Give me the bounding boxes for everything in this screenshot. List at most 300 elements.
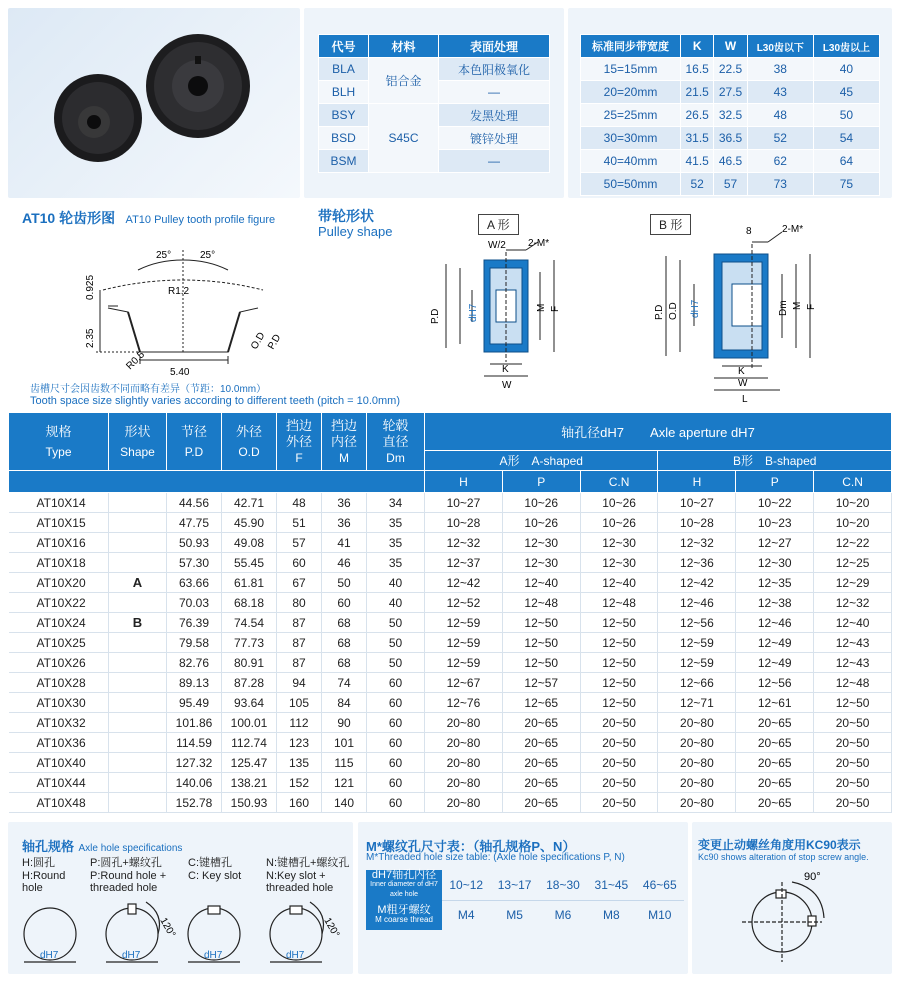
spec-cell: 63.66 [167,573,222,593]
kc90-angle: 90° [804,871,821,883]
spec-cell: 50 [367,653,425,673]
kc90-panel [692,822,892,974]
header-a-h: H [425,471,503,493]
header-a-p: P [502,471,580,493]
spec-cell: 68 [322,653,367,673]
spec-row [9,573,892,593]
header-pd [167,413,222,471]
shape-b-k: K [738,366,745,377]
widths-cell: 57 [714,173,747,196]
spec-row [9,533,892,553]
spec-type: AT10X48 [9,793,109,813]
axle-angle-n: 120° [321,916,342,940]
header-f [277,413,322,471]
spec-cell: 84 [322,693,367,713]
widths-cell: 22.5 [714,58,747,81]
spec-cell: 160 [277,793,322,813]
widths-cell: 32.5 [714,104,747,127]
spec-cell: 10~22 [736,493,814,513]
spec-cell: 12~59 [658,633,736,653]
spec-cell: 12~35 [736,573,814,593]
spec-cell: 40 [367,573,425,593]
spec-cell: 68.18 [222,593,277,613]
widths-cell: 73 [747,173,813,196]
shape-b-dh7: dH7 [690,299,701,318]
materials-code: BSY [319,104,369,127]
spec-row [9,673,892,693]
axle-hole-drawings [8,892,353,972]
axle-item-c-cn: C:键槽孔 [188,857,232,869]
spec-cell: 12~52 [425,593,503,613]
axle-dh7-c: dH7 [204,950,223,961]
spec-type: AT10X20 [9,573,109,593]
header-f-en: F [295,450,303,465]
spec-cell: 12~49 [736,653,814,673]
spec-row [9,653,892,673]
widths-header: K [681,35,714,58]
spec-cell: 12~50 [502,653,580,673]
thread-size: M4 [457,908,475,923]
spec-cell: 68 [322,633,367,653]
spec-cell: 44.56 [167,493,222,513]
spec-cell: 50.93 [167,533,222,553]
spec-table [8,412,892,813]
spec-cell: 68 [322,613,367,633]
spec-cell: 95.49 [167,693,222,713]
shape-b-f: F [806,303,817,310]
axle-title-en: Axle hole specifications [78,843,183,854]
axle-title-cn: 轴孔规格 [22,839,75,854]
spec-cell: 12~36 [658,553,736,573]
axle-item-h-en: H:Round hole [22,870,66,894]
thread-table [366,870,684,930]
header-type-en: Type [45,444,72,459]
header-od [222,413,277,471]
shape-b-mm: M [792,301,803,310]
spec-cell: 12~57 [502,673,580,693]
widths-cell: 50 [813,104,879,127]
spec-cell: 80.91 [222,653,277,673]
spec-cell: 12~59 [658,653,736,673]
spec-cell: 12~65 [502,693,580,713]
axle-item-p-en: P:Round hole + threaded hole [90,870,167,894]
spec-cell: 35 [367,513,425,533]
spec-cell: 152.78 [167,793,222,813]
spec-cell: 12~50 [814,693,892,713]
spec-cell: 60 [367,773,425,793]
axle-title [22,836,182,856]
spec-cell: 60 [367,713,425,733]
tooth-profile-drawing [8,230,308,400]
header-b-h: H [658,471,736,493]
shape-b-pd: P.D [654,304,665,320]
spec-cell: 74 [322,673,367,693]
shape-b-dm: Dm [778,300,789,316]
spec-cell: 12~76 [425,693,503,713]
spec-cell: 12~40 [502,573,580,593]
spec-cell: 12~50 [580,653,658,673]
spec-shape [109,593,167,613]
spec-cell: 60 [367,793,425,813]
spec-row [9,493,892,513]
tooth-width: 5.40 [170,367,190,378]
spec-cell: 47.75 [167,513,222,533]
header-axle: 轴孔径dH7 Axle aperture dH7 [425,413,892,451]
spec-cell: 20~80 [658,793,736,813]
shape-b-m: 2-M* [782,224,804,235]
widths-cell: 27.5 [714,81,747,104]
spec-cell: 20~80 [425,793,503,813]
widths-cell: 40 [813,58,879,81]
pulley-photo [8,8,300,198]
widths-cell: 75 [813,173,879,196]
spec-cell: 20~80 [425,713,503,733]
spec-cell: 140.06 [167,773,222,793]
spec-cell: 12~67 [425,673,503,693]
axle-dh7-n: dH7 [286,950,305,961]
widths-header: L30齿以上 [813,35,879,58]
spec-cell: 74.54 [222,613,277,633]
spec-cell: 12~59 [425,613,503,633]
spec-cell: 114.59 [167,733,222,753]
spec-cell: 20~80 [425,753,503,773]
header-pd-cn: 节径 [180,423,207,439]
spec-cell: 87 [277,613,322,633]
spec-cell: 12~37 [425,553,503,573]
spec-cell: 20~50 [580,733,658,753]
spec-shape [109,673,167,693]
spec-cell: 20~65 [502,773,580,793]
spec-cell: 50 [367,633,425,653]
spec-cell: 60 [367,693,425,713]
materials-header-code: 代号 [319,35,369,58]
spec-cell: 20~80 [658,753,736,773]
spec-cell: 12~59 [425,633,503,653]
spec-cell: 35 [367,533,425,553]
spec-cell: 12~50 [502,613,580,633]
materials-code: BSM [319,150,369,173]
spec-cell: 35 [367,553,425,573]
spec-cell: 100.01 [222,713,277,733]
spec-cell: 10~27 [425,493,503,513]
spec-cell: 20~80 [658,713,736,733]
header-a-cn: C.N [580,471,658,493]
spec-cell: 12~43 [814,653,892,673]
spec-type: AT10X25 [9,633,109,653]
spec-cell: 135 [277,753,322,773]
materials-header-surface: 表面处理 [439,35,550,58]
widths-cell: 15=15mm [581,58,681,81]
shape-a-w2: W/2 [488,240,506,251]
spec-row [9,633,892,653]
spec-cell: 77.73 [222,633,277,653]
axle-panel [8,822,353,974]
spec-cell: 20~50 [580,793,658,813]
materials-table [318,34,550,173]
spec-cell: 12~50 [580,633,658,653]
spec-cell: 79.58 [167,633,222,653]
widths-cell: 40=40mm [581,150,681,173]
spec-cell: 20~65 [502,713,580,733]
spec-cell: 12~30 [502,553,580,573]
pulley-shape-section [312,202,892,405]
spec-shape [109,493,167,513]
shape-b-od: O.D [668,302,679,320]
widths-cell: 50=50mm [581,173,681,196]
spec-cell: 57.30 [167,553,222,573]
spec-cell: 55.45 [222,553,277,573]
spec-type: AT10X18 [9,553,109,573]
shape-a-label: A 形 [478,214,519,235]
spec-cell: 10~26 [580,513,658,533]
widths-cell: 54 [813,127,879,150]
spec-cell: 20~50 [814,713,892,733]
spec-cell: 20~80 [658,773,736,793]
spec-cell: 12~56 [658,613,736,633]
product-photo-panel [8,8,300,198]
spec-cell: 20~80 [425,773,503,793]
tooth-angle-right: 25° [200,250,216,261]
spec-cell: 48 [277,493,322,513]
tooth-title-en: AT10 Pulley tooth profile figure [125,214,276,226]
spec-type: AT10X22 [9,593,109,613]
widths-table [580,34,880,196]
thread-size: M6 [554,908,572,923]
shape-a-f: F [550,305,561,312]
spec-row [9,713,892,733]
widths-cell: 16.5 [681,58,714,81]
spec-shape [109,513,167,533]
spec-cell: 20~50 [580,753,658,773]
spec-row [9,693,892,713]
widths-panel [568,8,892,198]
spec-cell: 12~56 [736,673,814,693]
materials-code: BLA [319,58,369,81]
shape-b-label: B 形 [650,214,691,235]
spec-cell: 41 [322,533,367,553]
spec-row [9,773,892,793]
spec-cell: 20~50 [814,773,892,793]
header-a-shaped: A形 A-shaped [425,451,658,471]
spec-cell: 49.08 [222,533,277,553]
spec-row [9,513,892,533]
spec-cell: 60 [277,553,322,573]
spec-type: AT10X24 [9,613,109,633]
widths-cell: 52 [681,173,714,196]
spec-cell: 12~43 [814,633,892,653]
spec-cell: 12~48 [814,673,892,693]
materials-code: BLH [319,81,369,104]
spec-cell: 20~50 [580,773,658,793]
widths-cell: 45 [813,81,879,104]
spec-cell: 12~38 [736,593,814,613]
spec-cell: 115 [322,753,367,773]
axle-item-h-cn: H:圆孔 [22,857,55,869]
spec-shape [109,553,167,573]
spec-row [9,793,892,813]
spec-cell: 101 [322,733,367,753]
widths-cell: 31.5 [681,127,714,150]
axle-item-n-en: N:Key slot + threaded hole [266,870,334,894]
shape-a-dh7: dH7 [468,303,479,322]
spec-cell: 12~42 [658,573,736,593]
widths-cell: 62 [747,150,813,173]
spec-type: AT10X36 [9,733,109,753]
spec-cell: 12~50 [580,613,658,633]
spec-cell: 10~28 [425,513,503,533]
thread-title-en: M*Threaded hole size table: (Axle hole specifications P, N) [366,852,625,863]
spec-cell: 20~65 [736,753,814,773]
widths-row [581,150,880,173]
spec-cell: 20~65 [502,753,580,773]
spec-shape [109,713,167,733]
spec-shape: B [109,613,167,633]
header-dm-cn: 轮毂直径 [382,417,409,449]
spec-cell: 112.74 [222,733,277,753]
spec-cell: 12~32 [425,533,503,553]
shape-a-pd: P.D [430,308,441,324]
spec-row [9,753,892,773]
spec-cell: 12~22 [814,533,892,553]
widths-cell: 36.5 [714,127,747,150]
tooth-r1: R1.2 [168,286,190,297]
header-shape-cn: 形状 [124,423,151,439]
spec-cell: 20~80 [425,733,503,753]
spec-cell: 40 [367,593,425,613]
spec-cell: 12~32 [814,593,892,613]
spec-row [9,733,892,753]
spec-cell: 12~66 [658,673,736,693]
shape-title-en: Pulley shape [318,224,393,239]
kc90-title-en: Kc90 shows alteration of stop screw angle. [698,852,869,862]
spec-type: AT10X30 [9,693,109,713]
spec-cell: 61.81 [222,573,277,593]
spec-cell: 20~80 [658,733,736,753]
thread-row1-en: Inner diameter of dH7 axle hole [370,881,438,898]
spec-shape [109,653,167,673]
spec-cell: 10~27 [658,493,736,513]
axle-item-h [22,854,92,894]
widths-cell: 43 [747,81,813,104]
spec-cell: 140 [322,793,367,813]
spec-cell: 12~30 [736,553,814,573]
widths-cell: 20=20mm [581,81,681,104]
spec-shape [109,793,167,813]
widths-row [581,127,880,150]
spec-cell: 36 [322,513,367,533]
materials-surface: 本色阳极氧化 [439,58,550,81]
spec-cell: 20~65 [736,793,814,813]
spec-cell: 93.64 [222,693,277,713]
spec-cell: 46 [322,553,367,573]
spec-cell: 12~40 [580,573,658,593]
spec-cell: 12~50 [502,633,580,653]
spec-cell: 152 [277,773,322,793]
spec-cell: 112 [277,713,322,733]
spec-cell: 12~30 [580,553,658,573]
widths-cell: 38 [747,58,813,81]
materials-surface: 镀锌处理 [439,127,550,150]
tooth-od: O.D [249,330,268,352]
spec-cell: 20~65 [502,793,580,813]
spec-cell: 20~65 [736,713,814,733]
widths-cell: 30=30mm [581,127,681,150]
widths-cell: 21.5 [681,81,714,104]
thread-row1-head [366,870,442,900]
spec-shape [109,633,167,653]
spec-cell: 10~26 [580,493,658,513]
shape-a-w: W [502,380,512,391]
spec-cell: 12~29 [814,573,892,593]
spec-cell: 125.47 [222,753,277,773]
shape-title-cn: 带轮形状 [318,208,374,224]
tooth-angle-left: 25° [156,250,172,261]
tooth-note-en: Tooth space size slightly varies according to different teeth (pitch = 10.0mm) [30,395,401,407]
spec-type: AT10X15 [9,513,109,533]
spec-cell: 12~32 [658,533,736,553]
spec-cell: 34 [367,493,425,513]
axle-dh7-p: dH7 [122,950,141,961]
thread-size: M8 [603,908,620,923]
header-dm-en: Dm [386,450,405,465]
spec-cell: 12~40 [814,613,892,633]
materials-surface: — [439,150,550,173]
spec-cell: 60 [367,753,425,773]
spec-shape [109,733,167,753]
thread-row2-cn: M粗牙螺纹 [377,904,431,916]
widths-cell: 26.5 [681,104,714,127]
widths-cell: 46.5 [714,150,747,173]
spec-type: AT10X44 [9,773,109,793]
header-type [9,413,109,471]
axle-item-p-cn: P:圆孔+螺纹孔 [90,857,162,869]
tooth-r2: R0.5 [124,349,148,373]
spec-cell: 82.76 [167,653,222,673]
spec-cell: 50 [322,573,367,593]
spec-cell: 87 [277,633,322,653]
spec-type: AT10X26 [9,653,109,673]
widths-header: L30齿以下 [747,35,813,58]
materials-header-material: 材料 [369,35,439,58]
spec-type: AT10X40 [9,753,109,773]
shape-b-l: L [742,394,748,405]
widths-row [581,104,880,127]
axle-item-p [90,854,190,894]
axle-item-c-en: C: Key slot [188,870,242,882]
spec-cell: 12~71 [658,693,736,713]
spec-cell: 105 [277,693,322,713]
widths-cell: 41.5 [681,150,714,173]
header-m-en: M [339,450,349,465]
thread-size: M5 [506,908,523,923]
header-shape [109,413,167,471]
spec-type: AT10X32 [9,713,109,733]
thread-title-cn: M*螺纹孔尺寸表：（轴孔规格P、N） [366,839,576,854]
spec-cell: 12~46 [658,593,736,613]
header-m [322,413,367,471]
spec-cell: 101.86 [167,713,222,733]
spec-cell: 80 [277,593,322,613]
spec-cell: 10~20 [814,493,892,513]
spec-cell: 67 [277,573,322,593]
thread-range: 10~12 [442,870,490,900]
spec-cell: 12~30 [580,533,658,553]
shape-b-w: W [738,378,748,389]
spec-cell: 20~50 [814,793,892,813]
header-dm [367,413,425,471]
kc90-title-cn: 变更止动螺丝角度用KC90表示 [698,838,861,852]
shape-b-8: 8 [746,226,752,237]
